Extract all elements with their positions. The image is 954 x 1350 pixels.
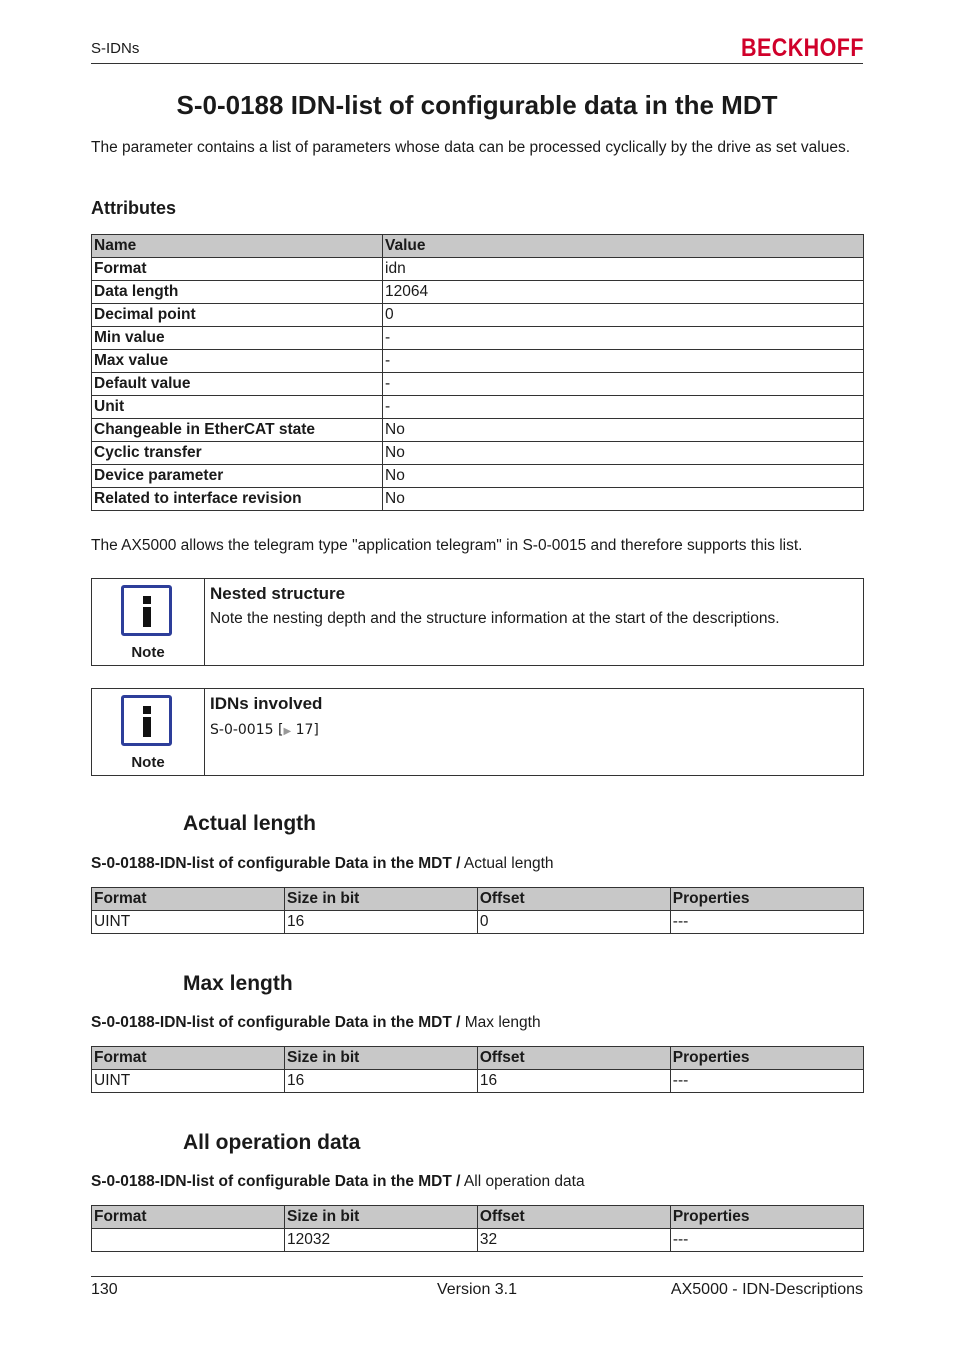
attr-name: Max value bbox=[92, 350, 383, 373]
attr-value: - bbox=[383, 396, 864, 419]
column-header: Format bbox=[92, 1206, 285, 1229]
attr-value: No bbox=[383, 488, 864, 511]
table-cell: 12032 bbox=[284, 1229, 477, 1252]
table-row bbox=[92, 373, 864, 396]
note-title: IDNs involved bbox=[210, 694, 323, 713]
section-heading-actual-length: Actual length bbox=[183, 812, 317, 835]
section-heading-max-length: Max length bbox=[183, 972, 293, 995]
attr-name: Device parameter bbox=[92, 465, 383, 488]
header-divider bbox=[91, 63, 863, 64]
page-title: S-0-0188 IDN-list of configurable data in the MDT bbox=[176, 90, 778, 120]
attr-name: Data length bbox=[92, 281, 383, 304]
attr-name: Related to interface revision bbox=[92, 488, 383, 511]
page-arrow-icon: ▶ bbox=[283, 726, 292, 737]
attr-name: Unit bbox=[92, 396, 383, 419]
table-cell: 16 bbox=[285, 1070, 478, 1093]
column-header: Size in bit bbox=[285, 888, 478, 911]
subtitle-plain: Actual length bbox=[460, 855, 554, 872]
column-header: Offset bbox=[477, 1206, 670, 1229]
attr-name: Default value bbox=[92, 373, 383, 396]
attr-value: - bbox=[383, 327, 864, 350]
idn-link-text[interactable]: S-0-0015 [ bbox=[210, 722, 284, 738]
column-header: Properties bbox=[670, 1206, 863, 1229]
idn-link-page[interactable]: 17] bbox=[291, 722, 319, 738]
subtitle-bold: S-0-0188-IDN-list of configurable Data in the MDT / bbox=[91, 855, 461, 872]
column-header: Size in bit bbox=[284, 1206, 477, 1229]
table-row bbox=[92, 396, 864, 419]
note-text: Note the nesting depth and the structure information at the start of the descriptions. bbox=[210, 610, 780, 627]
column-header: Properties bbox=[670, 1047, 863, 1070]
max-length-table bbox=[91, 1046, 864, 1093]
column-header: Format bbox=[92, 1047, 285, 1070]
footer-version: Version 3.1 bbox=[436, 1281, 518, 1298]
column-header-name: Name bbox=[92, 235, 383, 258]
table-cell: 0 bbox=[477, 911, 670, 934]
attributes-heading: Attributes bbox=[91, 198, 176, 218]
idn-link[interactable] bbox=[210, 722, 322, 738]
attr-name: Cyclic transfer bbox=[92, 442, 383, 465]
attr-value: No bbox=[383, 442, 864, 465]
table-row bbox=[92, 350, 864, 373]
table-row bbox=[92, 258, 864, 281]
table-row bbox=[92, 327, 864, 350]
note-label: Note bbox=[131, 754, 165, 771]
section-subtitle bbox=[91, 855, 554, 873]
table-cell: 16 bbox=[285, 911, 478, 934]
table-cell: UINT bbox=[92, 1070, 285, 1093]
attr-value: No bbox=[383, 419, 864, 442]
section-subtitle bbox=[91, 1173, 585, 1191]
note-title: Nested structure bbox=[210, 584, 346, 603]
header-section-label: S-IDNs bbox=[91, 40, 140, 57]
note-icon-cell bbox=[92, 689, 205, 775]
subtitle-plain: Max length bbox=[460, 1014, 541, 1031]
attributes-table bbox=[91, 234, 864, 511]
table-row bbox=[92, 1070, 864, 1093]
table-cell: --- bbox=[670, 1070, 863, 1093]
note-nested-structure bbox=[91, 578, 864, 666]
table-cell: --- bbox=[670, 1229, 863, 1252]
subtitle-plain: All operation data bbox=[460, 1173, 585, 1190]
footer-divider bbox=[91, 1276, 863, 1277]
all-operation-data-table bbox=[91, 1205, 864, 1252]
attr-value: 0 bbox=[383, 304, 864, 327]
attr-name: Decimal point bbox=[92, 304, 383, 327]
table-row bbox=[92, 465, 864, 488]
table-row bbox=[92, 442, 864, 465]
table-row bbox=[92, 488, 864, 511]
info-icon bbox=[121, 695, 172, 746]
intro-paragraph: The parameter contains a list of parameters whose data can be processed cyclically by the drive as set values. bbox=[91, 139, 851, 156]
info-icon bbox=[121, 585, 172, 636]
table-row bbox=[92, 304, 864, 327]
beckhoff-logo: BECKHOFF bbox=[741, 34, 864, 62]
attr-name: Min value bbox=[92, 327, 383, 350]
footer-document-title: AX5000 - IDN-Descriptions bbox=[670, 1281, 863, 1298]
table-cell: UINT bbox=[92, 911, 285, 934]
column-header: Offset bbox=[477, 888, 670, 911]
telegram-paragraph: The AX5000 allows the telegram type "application telegram" in S-0-0015 and therefore supports this list. bbox=[91, 537, 803, 554]
attr-name: Format bbox=[92, 258, 383, 281]
note-icon-cell bbox=[92, 579, 205, 665]
section-heading-all-operation-data: All operation data bbox=[183, 1131, 361, 1154]
table-row bbox=[92, 1229, 864, 1252]
table-header-row bbox=[92, 1047, 864, 1070]
column-header: Format bbox=[92, 888, 285, 911]
table-cell bbox=[92, 1229, 285, 1252]
table-cell: --- bbox=[670, 911, 863, 934]
column-header: Size in bit bbox=[285, 1047, 478, 1070]
attr-value: - bbox=[383, 373, 864, 396]
table-header-row bbox=[92, 1206, 864, 1229]
note-idns-involved bbox=[91, 688, 864, 776]
attr-value: No bbox=[383, 465, 864, 488]
note-label: Note bbox=[131, 644, 165, 661]
actual-length-table bbox=[91, 887, 864, 934]
table-cell: 32 bbox=[477, 1229, 670, 1252]
note-content bbox=[205, 579, 785, 665]
table-row bbox=[92, 911, 864, 934]
attr-value: - bbox=[383, 350, 864, 373]
footer-page-number: 130 bbox=[91, 1281, 118, 1298]
attr-value: idn bbox=[383, 258, 864, 281]
attr-value: 12064 bbox=[383, 281, 864, 304]
column-header-value: Value bbox=[383, 235, 864, 258]
table-header-row bbox=[92, 888, 864, 911]
attr-name: Changeable in EtherCAT state bbox=[92, 419, 383, 442]
table-header-row bbox=[92, 235, 864, 258]
table-cell: 16 bbox=[477, 1070, 670, 1093]
subtitle-bold: S-0-0188-IDN-list of configurable Data in the MDT / bbox=[91, 1014, 461, 1031]
column-header: Offset bbox=[477, 1047, 670, 1070]
column-header: Properties bbox=[670, 888, 863, 911]
note-content bbox=[205, 689, 327, 775]
table-row bbox=[92, 281, 864, 304]
subtitle-bold: S-0-0188-IDN-list of configurable Data in the MDT / bbox=[91, 1173, 461, 1190]
table-row bbox=[92, 419, 864, 442]
section-subtitle bbox=[91, 1014, 541, 1032]
